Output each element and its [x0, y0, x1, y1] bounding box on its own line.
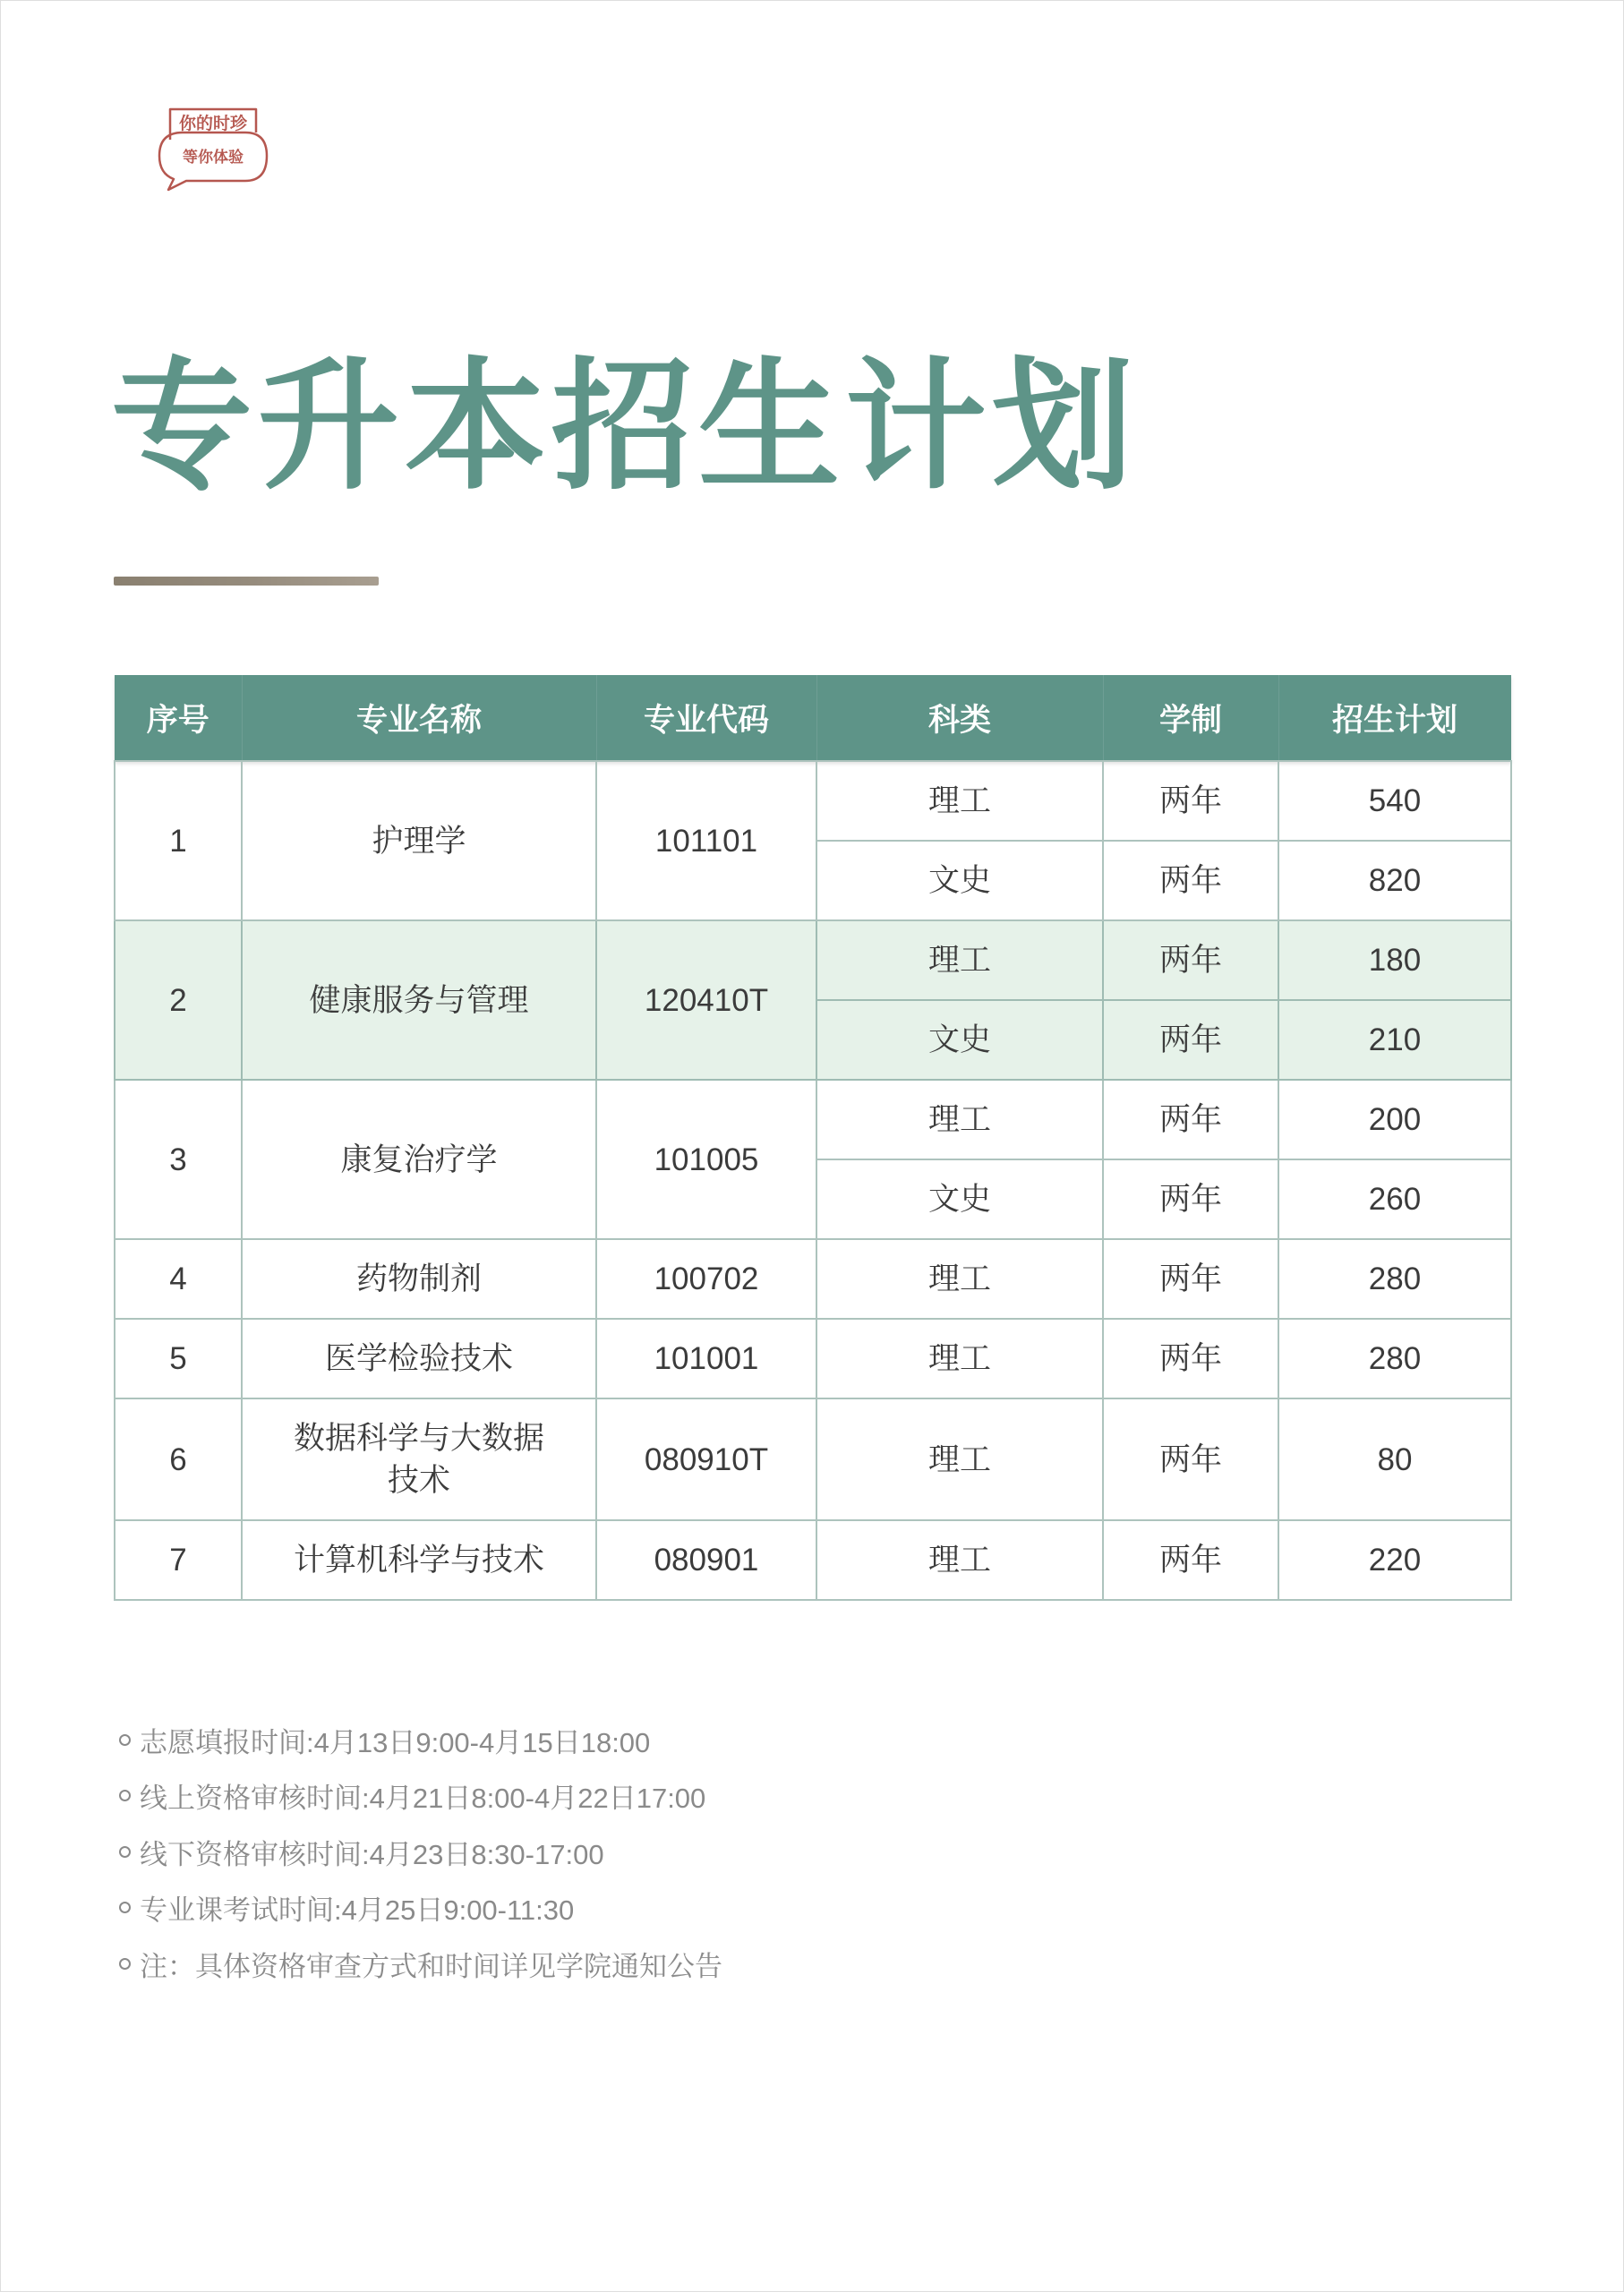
- table-row: [115, 920, 1511, 1000]
- cell-plan: 280: [1278, 1319, 1511, 1398]
- cell-major-code: 101101: [596, 761, 816, 920]
- note-item: [119, 1720, 722, 1759]
- cell-category: 理工: [816, 1398, 1103, 1520]
- header-duration: 学制: [1103, 675, 1278, 761]
- note-text: 注：具体资格审查方式和时间详见学院通知公告: [140, 1950, 722, 1982]
- cell-major-name: 医学检验技术: [242, 1319, 596, 1398]
- cell-major-name: 计算机科学与技术: [242, 1520, 596, 1600]
- header-category: 科类: [816, 675, 1103, 761]
- cell-plan: 540: [1278, 761, 1511, 841]
- notes-list: [119, 1720, 722, 2000]
- circle-bullet-icon: [119, 1734, 131, 1746]
- table-row: [115, 1398, 1511, 1520]
- enrollment-plan-table: [114, 675, 1510, 1601]
- cell-serial-number: 3: [115, 1080, 242, 1239]
- cell-serial-number: 5: [115, 1319, 242, 1398]
- table-body: [115, 761, 1511, 1600]
- cell-category: 文史: [816, 1000, 1103, 1080]
- cell-category: 文史: [816, 1159, 1103, 1239]
- cell-serial-number: 4: [115, 1239, 242, 1319]
- cell-category: 理工: [816, 1520, 1103, 1600]
- cell-major-code: 101001: [596, 1319, 816, 1398]
- cell-category: 文史: [816, 841, 1103, 920]
- circle-bullet-icon: [119, 1790, 131, 1801]
- table-row: [115, 1080, 1511, 1159]
- cell-duration: 两年: [1103, 841, 1278, 920]
- cell-duration: 两年: [1103, 1000, 1278, 1080]
- table-row: [115, 1319, 1511, 1398]
- table-header: [115, 675, 1511, 761]
- cell-plan: 220: [1278, 1520, 1511, 1600]
- page-title: 专升本招生计划: [111, 348, 1139, 506]
- cell-plan: 280: [1278, 1239, 1511, 1319]
- note-item: [119, 1776, 722, 1816]
- cell-major-name: 健康服务与管理: [242, 920, 596, 1080]
- cell-plan: 210: [1278, 1000, 1511, 1080]
- cell-plan: 80: [1278, 1398, 1511, 1520]
- header-major-name: 专业名称: [242, 675, 596, 761]
- header-serial-number: 序号: [115, 675, 242, 761]
- cell-serial-number: 7: [115, 1520, 242, 1600]
- cell-plan: 820: [1278, 841, 1511, 920]
- cell-category: 理工: [816, 1319, 1103, 1398]
- note-text: 线上资格审核时间:4月21日8:00-4月22日17:00: [140, 1783, 706, 1814]
- cell-plan: 260: [1278, 1159, 1511, 1239]
- cell-duration: 两年: [1103, 1319, 1278, 1398]
- cell-duration: 两年: [1103, 1398, 1278, 1520]
- logo-line1: 你的时珍: [178, 115, 248, 133]
- cell-major-name: 数据科学与大数据技术: [242, 1398, 596, 1520]
- note-item: [119, 1888, 722, 1928]
- title-divider: [114, 577, 379, 586]
- cell-major-code: 101005: [596, 1080, 816, 1239]
- cell-major-code: 080901: [596, 1520, 816, 1600]
- circle-bullet-icon: [119, 1902, 131, 1913]
- note-text: 线下资格审核时间:4月23日8:30-17:00: [140, 1838, 604, 1870]
- cell-category: 理工: [816, 1239, 1103, 1319]
- note-text: 专业课考试时间:4月25日9:00-11:30: [140, 1894, 575, 1926]
- circle-bullet-icon: [119, 1846, 131, 1858]
- cell-serial-number: 1: [115, 761, 242, 920]
- cell-major-code: 100702: [596, 1239, 816, 1319]
- note-item: [119, 1832, 722, 1871]
- cell-plan: 180: [1278, 920, 1511, 1000]
- circle-bullet-icon: [119, 1958, 131, 1970]
- cell-category: 理工: [816, 920, 1103, 1000]
- cell-category: 理工: [816, 1080, 1103, 1159]
- note-text: 志愿填报时间:4月13日9:00-4月15日18:00: [140, 1726, 651, 1758]
- cell-major-code: 080910T: [596, 1398, 816, 1520]
- cell-category: 理工: [816, 761, 1103, 841]
- cell-major-name: 护理学: [242, 761, 596, 920]
- cell-major-name: 药物制剂: [242, 1239, 596, 1319]
- cell-duration: 两年: [1103, 1080, 1278, 1159]
- table-header-row: [115, 675, 1511, 761]
- table-row: [115, 761, 1511, 841]
- cell-plan: 200: [1278, 1080, 1511, 1159]
- cell-major-code: 120410T: [596, 920, 816, 1080]
- header-major-code: 专业代码: [596, 675, 816, 761]
- header-plan: 招生计划: [1278, 675, 1511, 761]
- cell-duration: 两年: [1103, 1520, 1278, 1600]
- cell-duration: 两年: [1103, 761, 1278, 841]
- cell-duration: 两年: [1103, 920, 1278, 1000]
- logo: [156, 102, 270, 192]
- cell-major-name: 康复治疗学: [242, 1080, 596, 1239]
- note-item: [119, 1944, 722, 1983]
- table: [114, 675, 1512, 1601]
- logo-line2: 等你体验: [183, 149, 244, 166]
- table-row: [115, 1520, 1511, 1600]
- cell-serial-number: 6: [115, 1398, 242, 1520]
- cell-serial-number: 2: [115, 920, 242, 1080]
- cell-duration: 两年: [1103, 1239, 1278, 1319]
- table-row: [115, 1239, 1511, 1319]
- cell-duration: 两年: [1103, 1159, 1278, 1239]
